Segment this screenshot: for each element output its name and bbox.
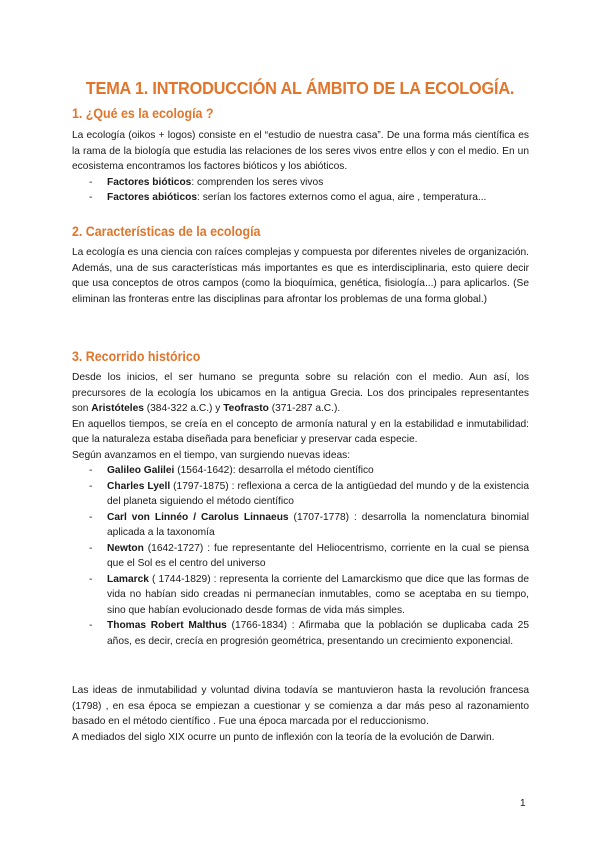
list-item (72, 572, 529, 619)
list-item (72, 190, 529, 206)
list-item-text: : comprenden los seres vivos (191, 176, 324, 188)
list-item (72, 175, 529, 191)
list-item-text: (1642-1727) : fue representante del Heliocentrismo, corriente en la cual se piensa que el Sol es el centro del universo (107, 542, 529, 569)
section-1-body (72, 128, 529, 206)
list-item-term: Newton (107, 542, 144, 554)
history-paragraph-4: Las ideas de inmutabilidad y voluntad divina todavía se mantuvieron hasta la revolución francesa (1798) , en esa época se empiezan a cuestionar y se comienza a dar más peso al razonamiento basado en el método científico . Fue una época marcada por el reduccionismo. (72, 685, 529, 727)
page-title: TEMA 1. INTRODUCCIÓN AL ÁMBITO DE LA ECOLOGÍA. (85, 78, 515, 98)
list-item-term: Factores abióticos (107, 192, 198, 203)
section-3-body (72, 370, 529, 649)
history-paragraph-2: En aquellos tiempos, se creía en el concepto de armonía natural y en la estabilidad e inmutabilidad: que la naturaleza estaba diseñada para beneficiar y preservar cada especie. (72, 418, 529, 445)
list-item (72, 618, 529, 649)
list-item-text: (1766-1834) : Afirmaba que la población se duplicaba cada 25 años, es decir, crecía en progresión geométrica, presentando un crecimiento exponencial. (107, 620, 529, 647)
page-number: 1 (520, 798, 526, 809)
list-item-term: Thomas Robert Malthus (107, 620, 227, 631)
scientists-list (72, 463, 529, 649)
list-item-text: (1707-1778) : desarrolla la nomenclatura binomial aplicada a la taxonomía (107, 511, 529, 538)
section-2-body (72, 245, 529, 307)
list-item-term: Carl von Linnéo / Carolus Linnaeus (107, 511, 289, 523)
section-3-heading: 3. Recorrido histórico (72, 349, 201, 364)
history-paragraph-3: Según avanzamos en el tiempo, van surgiendo nuevas ideas: (72, 449, 351, 461)
aristoteles-name: Aristóteles (91, 403, 144, 414)
factors-list (72, 175, 529, 206)
list-item-text: (1564-1642): desarrolla el método científico (174, 465, 374, 476)
list-item-term: Charles Lyell (107, 480, 171, 492)
section-1-heading: 1. ¿Qué es la ecología ? (72, 106, 214, 121)
list-item-term: Factores bióticos (107, 176, 192, 188)
list-item-text: (1797-1875) : reflexiona a cerca de la antigüedad del mundo y de la existencia del planeta siguiendo el método científico (107, 480, 529, 507)
list-item (72, 479, 529, 510)
list-item-term: Lamarck (107, 573, 149, 585)
list-item (72, 463, 529, 479)
section-2-paragraph: La ecología es una ciencia con raíces complejas y compuesta por diferentes niveles de organización. Además, una de sus características más importantes es que es interdisciplinaria, esto quiere decir que usa conceptos de otros campos (como la bioquímica, genética, fisiología...) para aplicarlos. (Se eliminan las fronteras entre las disciplinas para afrontar los problemas de una forma global.) (72, 247, 530, 305)
list-item-text: : serían los factores externos como el agua, aire , temperatura... (197, 192, 487, 203)
section-2-heading: 2. Características de la ecología (72, 224, 261, 239)
list-item (72, 541, 529, 572)
teofrasto-name: Teofrasto (223, 403, 269, 414)
history-paragraph-5: A mediados del siglo XIX ocurre un punto de inflexión con la teoría de la evolución de Darwin. (72, 731, 495, 743)
section-1-paragraph: La ecología (oikos + logos) consiste en el “estudio de nuestra casa”. De una forma más científica es la rama de la biología que estudia las relaciones de los seres vivos entre ellos y con el medio. En un ecosistema encontramos los factores bióticos y los abióticos. (72, 130, 529, 172)
history-paragraph-1: Desde los inicios, el ser humano se pregunta sobre su relación con el medio. Aun así, los precursores de la ecología los ubicamos en la antigua Grecia. Los dos principales representantes son Aristóteles (384-322 a.C.) y Teofrasto (371-287 a.C.). (72, 372, 529, 414)
list-item-term: Galileo Galilei (107, 465, 175, 476)
list-item-text: ( 1744-1829) : representa la corriente del Lamarckismo que dice que las formas de vida no habían sido creadas ni permanecían inmutables, como se aceptaba en su tiempo, sino que habían evolucionado desde formas de vida más simples. (107, 573, 529, 616)
list-item (72, 510, 529, 541)
section-3-closing (72, 683, 529, 745)
